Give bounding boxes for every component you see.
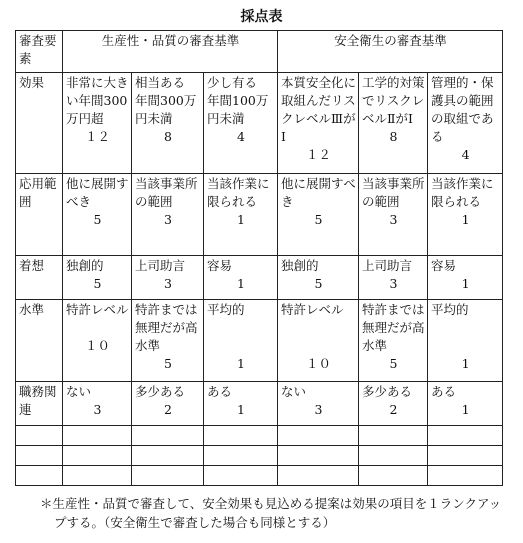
- empty-cell: [359, 426, 428, 446]
- criteria-cell: 上司助言 3: [132, 256, 204, 300]
- criteria-header: 審査要素: [16, 31, 63, 73]
- criteria-cell: 当該事業所の範囲 3: [132, 174, 204, 256]
- criteria-cell: 他に展開すべき 5: [278, 174, 359, 256]
- criteria-cell: 当該作業に限られる 1: [204, 174, 278, 256]
- table-row: [16, 382, 503, 426]
- productivity-quality-header: 生産性・品質の審査基準: [63, 31, 278, 73]
- empty-cell: [428, 446, 503, 466]
- criteria-cell: 独創的 5: [63, 256, 132, 300]
- empty-cell: [428, 426, 503, 446]
- empty-row: [16, 446, 503, 466]
- empty-cell: [204, 466, 278, 486]
- scoring-table: [15, 30, 503, 486]
- criteria-cell: 上司助言 3: [359, 256, 428, 300]
- empty-cell: [204, 426, 278, 446]
- empty-row: [16, 426, 503, 446]
- criteria-cell: 相当ある 年間300万円未満 8: [132, 73, 204, 174]
- empty-cell: [16, 446, 63, 466]
- criteria-cell: 容易 1: [428, 256, 503, 300]
- empty-cell: [204, 446, 278, 466]
- criteria-cell: 特許レベル １０: [278, 300, 359, 382]
- empty-cell: [63, 446, 132, 466]
- criteria-cell: 当該作業に限られる 1: [428, 174, 503, 256]
- empty-cell: [132, 466, 204, 486]
- table-row: [16, 300, 503, 382]
- row-label: 応用範囲: [16, 174, 63, 256]
- criteria-cell: 特許までは無理だが高水準 5: [359, 300, 428, 382]
- criteria-cell: 平均的 1: [204, 300, 278, 382]
- criteria-cell: 平均的 1: [428, 300, 503, 382]
- footnote: ＊生産性・品質で審査して、安全効果も見込める提案は効果の項目を１ランクアップする。（安全衛生で審査した場合も同様とする）: [40, 496, 502, 530]
- page-title: 採点表: [240, 9, 283, 25]
- criteria-cell: ない 3: [63, 382, 132, 426]
- header-row: [16, 31, 503, 73]
- row-label: 着想: [16, 256, 63, 300]
- row-label: 職務関連: [16, 382, 63, 426]
- table-row: [16, 174, 503, 256]
- criteria-cell: 他に展開すべき 5: [63, 174, 132, 256]
- empty-row: [16, 466, 503, 486]
- empty-cell: [63, 466, 132, 486]
- criteria-cell: 特許までは無理だが高水準 5: [132, 300, 204, 382]
- criteria-cell: 多少ある 2: [132, 382, 204, 426]
- criteria-cell: 非常に大きい年間300万円超 １２: [63, 73, 132, 174]
- criteria-cell: 少し有る 年間100万円未満 4: [204, 73, 278, 174]
- criteria-cell: ない 3: [278, 382, 359, 426]
- empty-cell: [428, 466, 503, 486]
- empty-cell: [278, 466, 359, 486]
- table-row: [16, 73, 503, 174]
- criteria-cell: 管理的・保護具の範囲の取組である 4: [428, 73, 503, 174]
- empty-cell: [359, 466, 428, 486]
- criteria-cell: 特許レベル １０: [63, 300, 132, 382]
- table-row: [16, 256, 503, 300]
- criteria-cell: 本質安全化に取組んだリスクレベルⅢがⅠ １２: [278, 73, 359, 174]
- safety-health-header: 安全衛生の審査基準: [278, 31, 503, 73]
- criteria-cell: 工学的対策でリスクレベルⅡがⅠ 8: [359, 73, 428, 174]
- criteria-cell: 当該事業所の範囲 3: [359, 174, 428, 256]
- empty-cell: [278, 426, 359, 446]
- empty-cell: [16, 426, 63, 446]
- empty-cell: [278, 446, 359, 466]
- empty-cell: [16, 466, 63, 486]
- empty-cell: [63, 426, 132, 446]
- empty-cell: [132, 426, 204, 446]
- criteria-cell: 独創的 5: [278, 256, 359, 300]
- criteria-cell: ある 1: [428, 382, 503, 426]
- row-label: 効果: [16, 73, 63, 174]
- criteria-cell: 容易 1: [204, 256, 278, 300]
- criteria-cell: ある 1: [204, 382, 278, 426]
- empty-cell: [359, 446, 428, 466]
- criteria-cell: 多少ある 2: [359, 382, 428, 426]
- row-label: 水準: [16, 300, 63, 382]
- empty-cell: [132, 446, 204, 466]
